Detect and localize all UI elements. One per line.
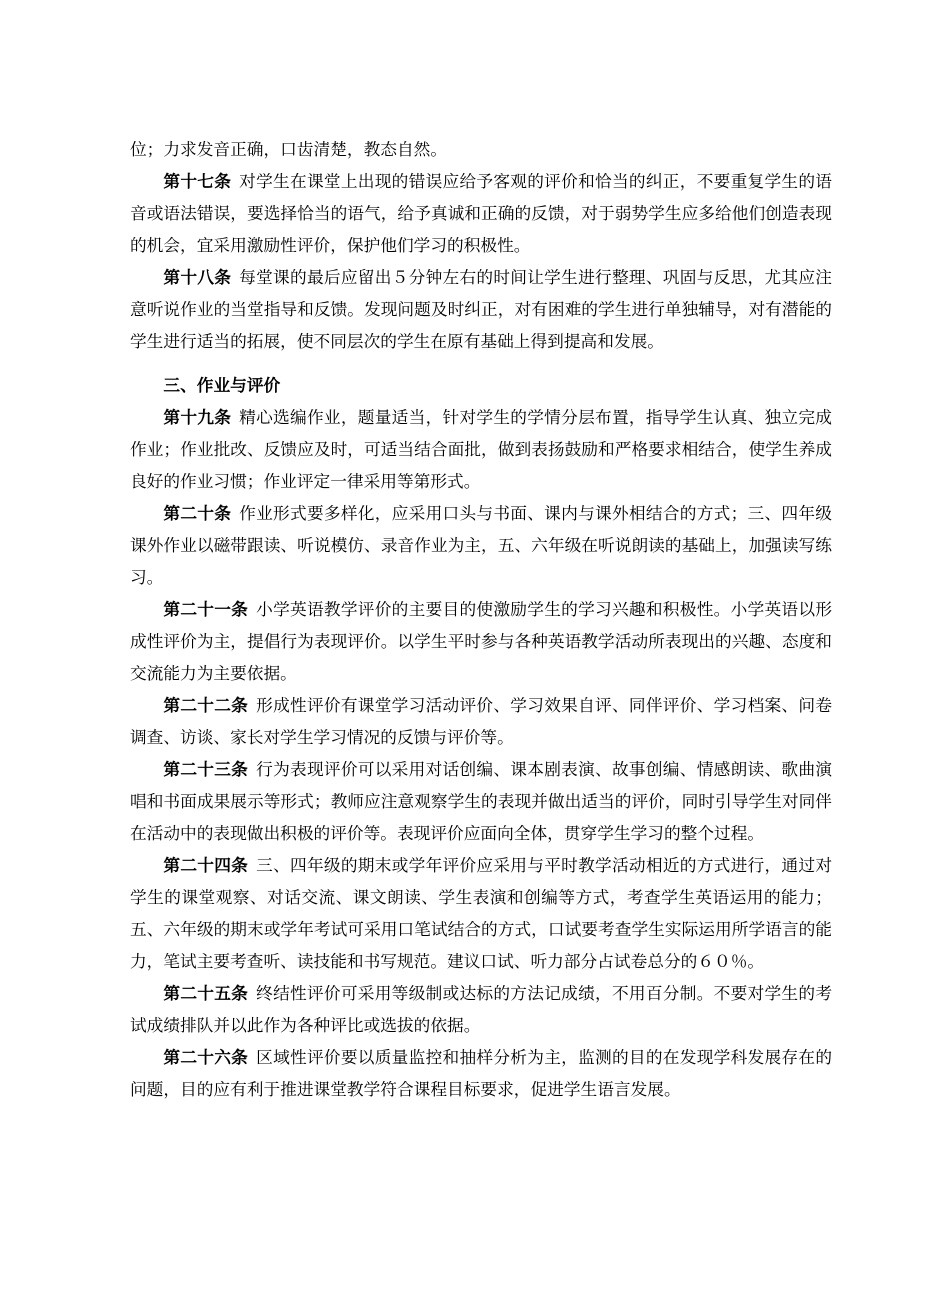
article-label: 第十七条 (163, 171, 232, 191)
article-label: 第十八条 (163, 267, 232, 287)
article-text: 三、四年级的期末或学年评价应采用与平时教学活动相近的方式进行，通过对学生的课堂观察、对话交流、课文朗读、学生表演和创编等方式，考查学生英语运用的能力；五、六年级的期末或学年考试可采用口笔试结合的方式，口试要考查学生实际运用所学语言的能力，笔试主要考查听、读技能和书写规范。建议口试、听力部分占试卷总分的６０％。 (130, 855, 833, 971)
article-17 (130, 165, 832, 261)
article-text: 行为表现评价可以采用对话创编、课本剧表演、故事创编、情感朗读、歌曲演唱和书面成果展示等形式；教师应注意观察学生的表现并做出适当的评价，同时引导学生对同伴在活动中的表现做出积极的评价等。表现评价应面向全体，贯穿学生学习的整个过程。 (130, 759, 833, 843)
article-22 (130, 689, 832, 753)
document-body (130, 133, 832, 1105)
article-21 (130, 593, 832, 689)
article-label: 第二十四条 (163, 855, 249, 875)
article-label: 第十九条 (163, 407, 232, 427)
article-text: 区域性评价要以质量监控和抽样分析为主，监测的目的在发现学科发展存在的问题，目的应有利于推进课堂教学符合课程目标要求，促进学生语言发展。 (130, 1047, 833, 1099)
article-label: 第二十六条 (163, 1047, 249, 1067)
opening-text: 位；力求发音正确，口齿清楚，教态自然。 (130, 139, 448, 159)
article-26 (130, 1041, 832, 1105)
section-heading: 三、作业与评价 (163, 375, 281, 395)
article-text: 形成性评价有课堂学习活动评价、学习效果自评、同伴评价、学习档案、问卷调查、访谈、家长对学生学习情况的反馈与评价等。 (130, 695, 833, 747)
article-label: 第二十二条 (163, 695, 249, 715)
article-label: 第二十一条 (163, 599, 249, 619)
opening-paragraph (130, 133, 832, 165)
article-25 (130, 977, 832, 1041)
article-label: 第二十五条 (163, 983, 249, 1003)
article-text: 作业形式要多样化，应采用口头与书面、课内与课外相结合的方式；三、四年级课外作业以磁带跟读、听说模仿、录音作业为主，五、六年级在听说朗读的基础上，加强读写练习。 (130, 503, 832, 587)
article-text: 精心选编作业，题量适当，针对学生的学情分层布置，指导学生认真、独立完成作业；作业批改、反馈应及时，可适当结合面批，做到表扬鼓励和严格要求相结合，使学生养成良好的作业习惯；作业评定一律采用等第形式。 (130, 407, 832, 491)
article-20 (130, 497, 832, 593)
article-label: 第二十条 (163, 503, 232, 523)
article-23 (130, 753, 832, 849)
article-label: 第二十三条 (163, 759, 249, 779)
article-18 (130, 261, 832, 357)
article-24 (130, 849, 832, 977)
article-19 (130, 401, 832, 497)
article-text: 每堂课的最后应留出５分钟左右的时间让学生进行整理、巩固与反思，尤其应注意听说作业的当堂指导和反馈。发现问题及时纠正，对有困难的学生进行单独辅导，对有潜能的学生进行适当的拓展，使不同层次的学生在原有基础上得到提高和发展。 (130, 267, 832, 351)
article-text: 终结性评价可采用等级制或达标的方法记成绩，不用百分制。不要对学生的考试成绩排队并以此作为各种评比或选拔的依据。 (130, 983, 833, 1035)
article-text: 小学英语教学评价的主要目的使激励学生的学习兴趣和积极性。小学英语以形成性评价为主，提倡行为表现评价。以学生平时参与各种英语教学活动所表现出的兴趣、态度和交流能力为主要依据。 (130, 599, 833, 683)
article-text: 对学生在课堂上出现的错误应给予客观的评价和恰当的纠正，不要重复学生的语音或语法错误，要选择恰当的语气，给予真诚和正确的反馈，对于弱势学生应多给他们创造表现的机会，宜采用激励性评价，保护他们学习的积极性。 (130, 171, 832, 255)
